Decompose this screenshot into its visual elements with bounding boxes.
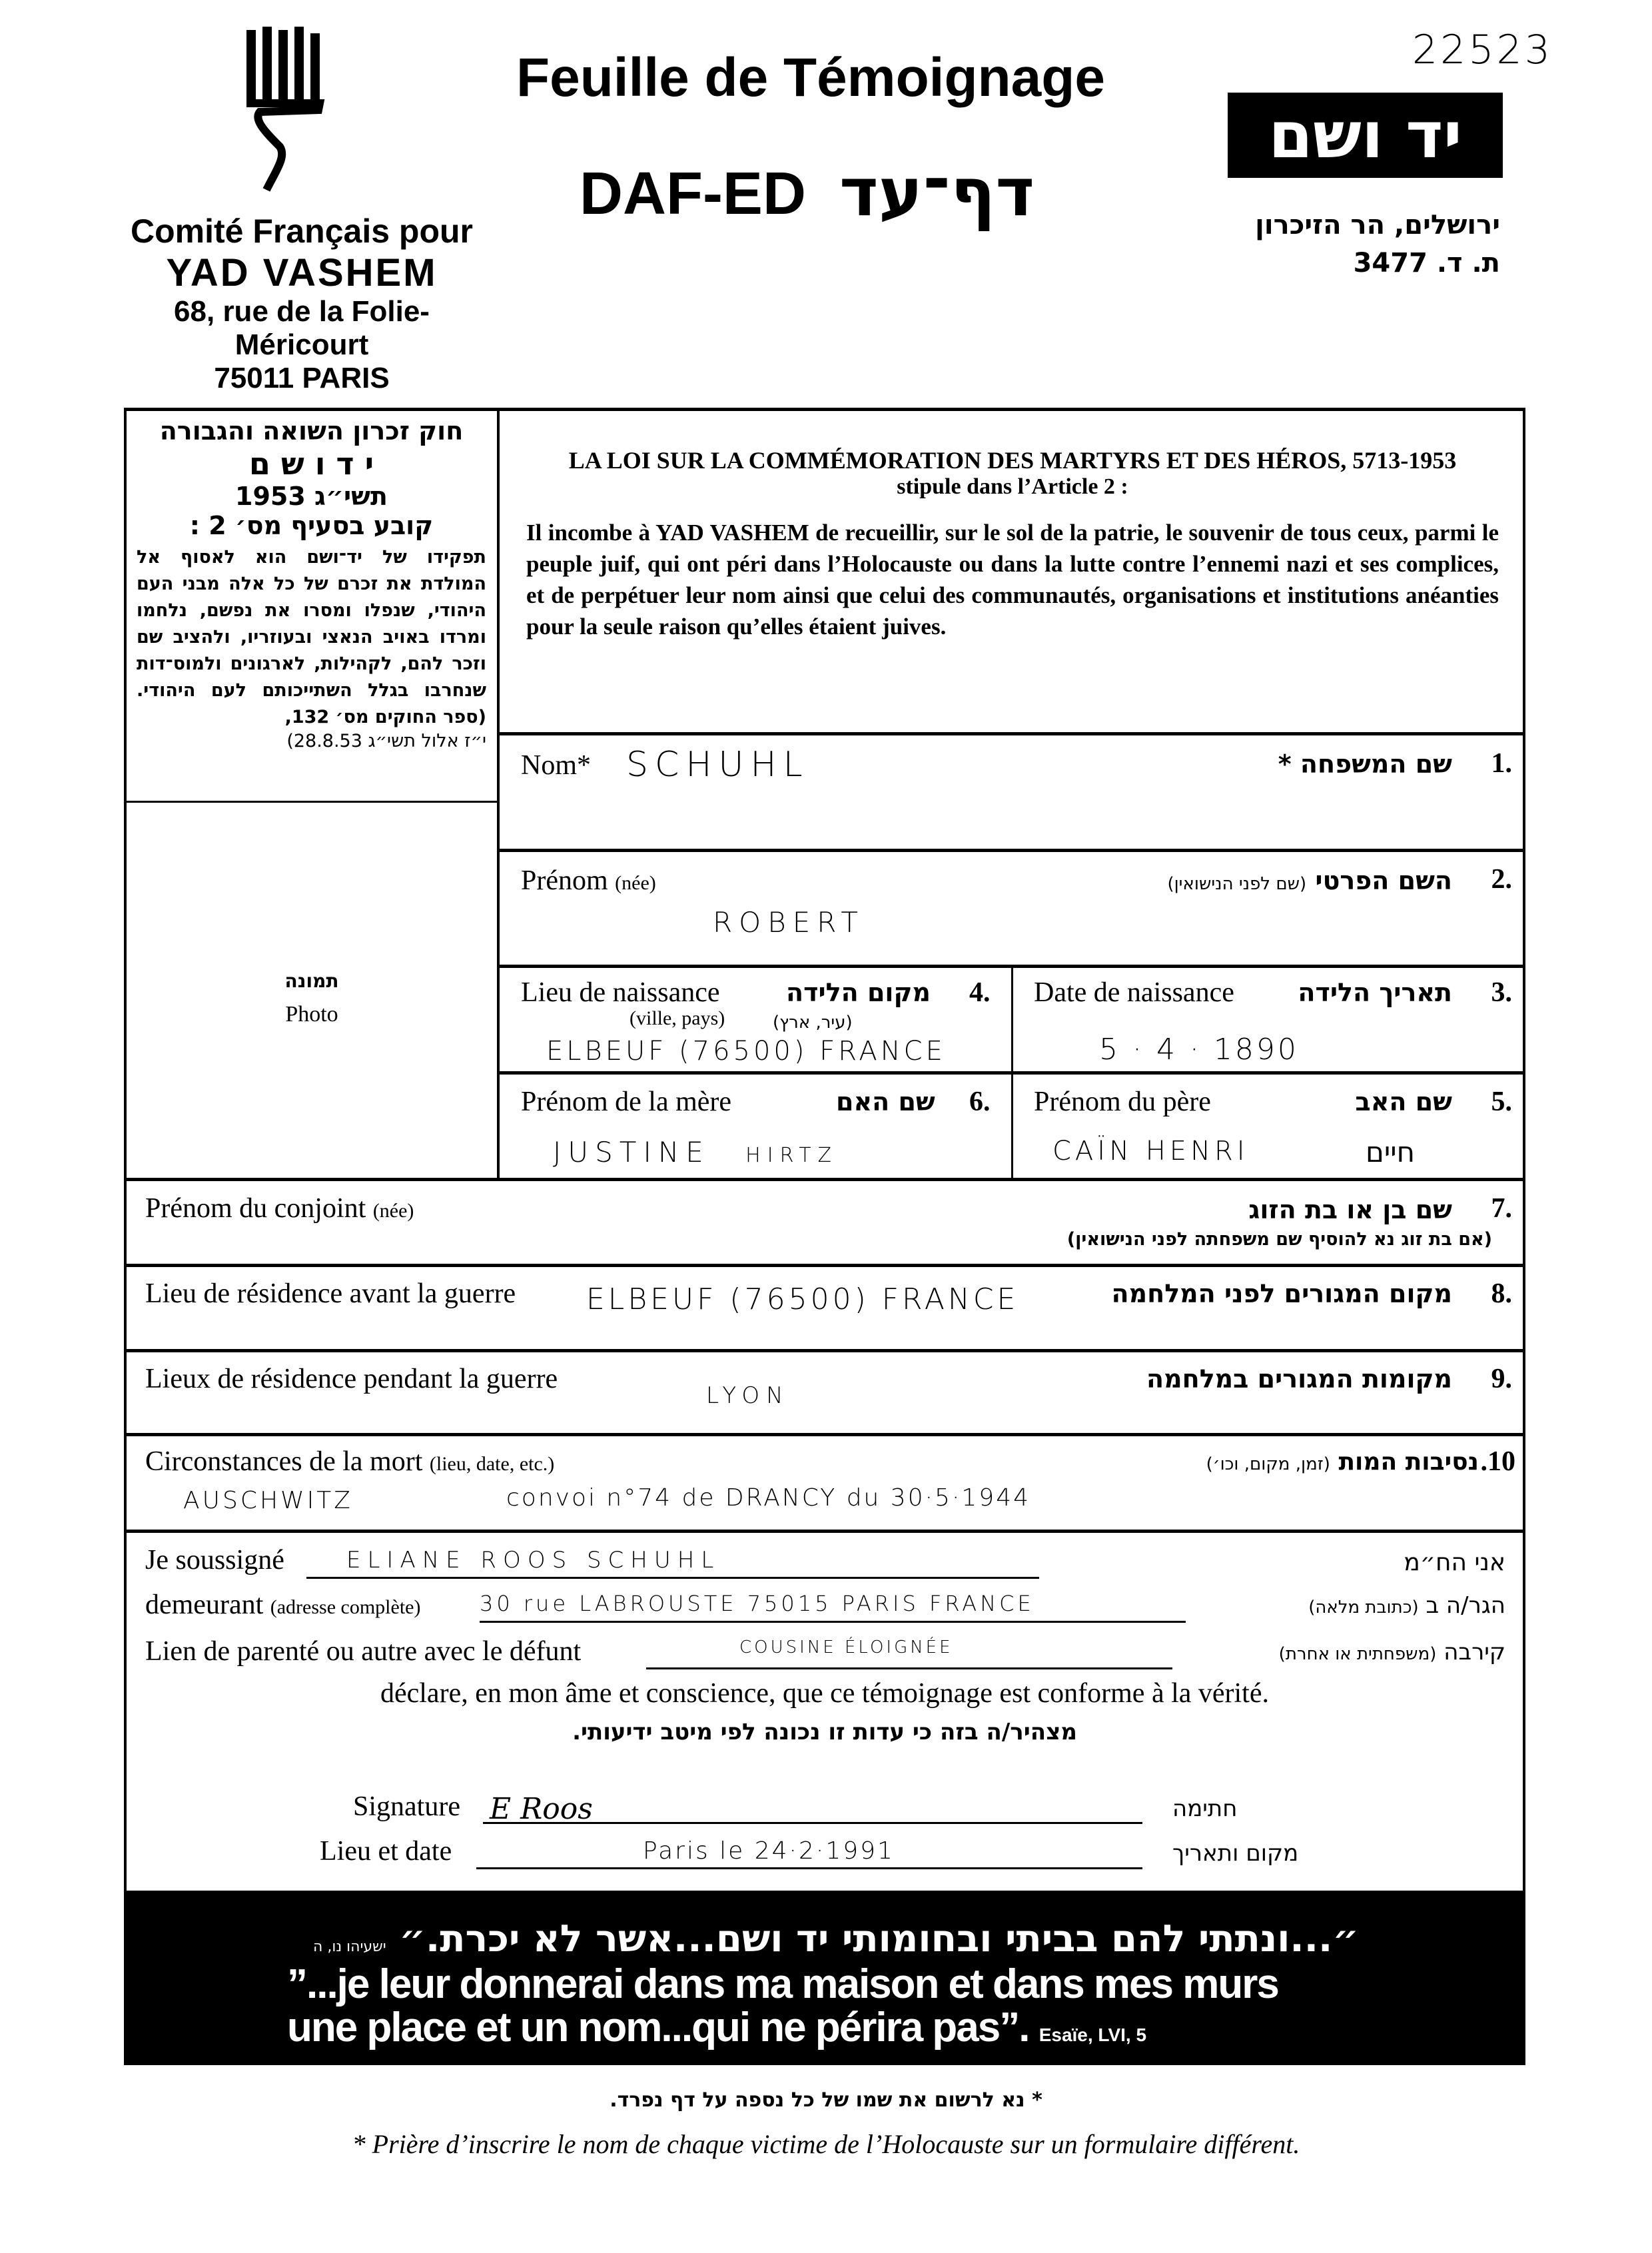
field-9-label: Lieux de résidence pendant la guerre <box>145 1364 558 1394</box>
address-hebrew-1: ירושלים, הר הזיכרון <box>1255 210 1500 240</box>
field-1-number: 1. <box>1491 748 1512 779</box>
field-8-label-hebrew: מקום המגורים לפני המלחמה <box>1111 1279 1452 1308</box>
address-hebrew-2: ת. ד. 3477 <box>1353 248 1500 278</box>
archive-number: 22523 <box>1412 27 1553 73</box>
demeurant-hebrew-text: הגר/ה ב <box>1426 1592 1505 1619</box>
place-date-hebrew: מקום ותאריך <box>1172 1840 1299 1867</box>
field-6-value-extra: HIRTZ <box>745 1144 839 1167</box>
lien-value: COUSINE ÉLOIGNÉE <box>739 1637 953 1657</box>
lien-hebrew <box>1279 1639 1505 1665</box>
soussigne-value: ELIANE ROOS SCHUHL <box>346 1547 721 1574</box>
banner-french-line1: ”...je leur donnerai dans ma maison et dans mes murs <box>287 1961 1278 2007</box>
soussigne-line[interactable] <box>306 1547 1039 1579</box>
law-french-title: LA LOI SUR LA COMMÉMORATION DES MARTYRS ET DES HÉROS, 5713-1953 <box>568 447 1457 474</box>
menorah-logo <box>240 27 360 193</box>
yad-vashem-logo-text: יד ושם <box>1268 98 1462 173</box>
org-city: 75011 PARIS <box>214 362 390 394</box>
field-7-label-hebrew: שם בן או בת הזוג <box>1248 1195 1452 1224</box>
banner-french-line2-text: une place et un nom...qui ne périra pas”. <box>287 2005 1029 2050</box>
field-4-label: Lieu de naissance <box>521 977 720 1008</box>
field-6-value-main: JUSTINE <box>553 1136 710 1168</box>
field-5-value[interactable]: CAÏN HENRI <box>1052 1136 1249 1166</box>
banner-hebrew-quote-text: ״...ונתתי להם בביתי ובחומותי יד ושם...אשר לא יכרת.״ <box>399 1917 1359 1961</box>
field-7-number: 7. <box>1491 1193 1512 1224</box>
signature-value: E Roos <box>490 1792 593 1826</box>
field-6-number: 6. <box>969 1087 991 1117</box>
org-block <box>125 212 478 395</box>
photo-label: Photo <box>285 1002 338 1027</box>
law-french-body: Il incombe à YAD VASHEM de recueillir, sur le sol de la patrie, le souvenir de tous ceux, parmi le peuple juif, qui ont péri dans l’Holocauste ou dans la lutte contre l’ennemi nazi et ses complices, et de perpétuer leur nom ainsi que celui des communautés, organisations et institutions anéanties pour la seule raison qu’elles étaient juives. <box>526 520 1499 640</box>
field-10-hebrew-text: נסיבות המות <box>1338 1448 1479 1476</box>
field-7-label-text: Prénom du conjoint <box>145 1193 366 1224</box>
field-3-label: Date de naissance <box>1034 977 1234 1008</box>
field-2-hebrew-note: (שם לפני הנישואין) <box>1167 874 1307 894</box>
declaration-statement-hebrew: מצהיר/ה בזה כי עדות זו נכונה לפי מיטב ידיעותי. <box>572 1719 1077 1745</box>
soussigne-label: Je soussigné <box>145 1545 284 1576</box>
field-5-label: Prénom du père <box>1034 1087 1211 1117</box>
field-10-label-text: Circonstances de la mort <box>145 1446 423 1477</box>
demeurant-line[interactable] <box>480 1591 1186 1623</box>
form-title: Feuille de Témoignage <box>516 47 1105 108</box>
field-4-hebrew-note: (עיר, ארץ) <box>773 1013 853 1033</box>
law-hebrew-yad-vashem: י ד ו ש ם <box>248 446 374 482</box>
photo-area[interactable] <box>127 803 497 1178</box>
signature-line[interactable] <box>483 1792 1142 1824</box>
demeurant-hebrew-note: (כתובת מלאה) <box>1308 1597 1419 1617</box>
field-10-value-detail[interactable]: convoi n°74 de DRANCY du 30·5·1944 <box>506 1484 1031 1512</box>
field-3-number: 3. <box>1491 977 1512 1008</box>
field-9-number: 9. <box>1491 1364 1512 1394</box>
field-7-hebrew-note: (אם בת זוג נא להוסיף שם משפחתה לפני הנישואין) <box>1066 1229 1492 1250</box>
law-hebrew-citation: י״ז אלול תשי״ג 28.8.53) <box>286 731 486 751</box>
field-6-label: Prénom de la mère <box>521 1087 732 1117</box>
declaration-statement: déclare, en mon âme et conscience, que ce témoignage est conforme à la vérité. <box>380 1678 1269 1709</box>
footnote-french: * Prière d’inscrire le nom de chaque victime de l’Holocauste sur un formulaire différent. <box>352 2129 1300 2159</box>
law-hebrew-body: תפקידו של יד־ושם הוא לאסוף אל המולדת את זכרם של כל אלה מבני העם היהודי, שנפלו ומסרו את נפשם, נלחמו ומרדו באויב הנאצי ובעוזריו, ולהציב שם וזכר להם, לקהילות, לארגונים ולמוס־דות שנחרבו בגלל השתייכותם לעם היהודי. (ספר החוקים מס׳ 132, <box>137 547 486 727</box>
law-hebrew-year: תשי״ג 1953 <box>235 482 388 511</box>
field-5-number: 5. <box>1491 1087 1512 1117</box>
form-subtitle-hebrew: דף־עד <box>839 153 1035 231</box>
field-1-label-hebrew: שם המשפחה * <box>1278 749 1452 779</box>
field-2-label-hebrew <box>1167 866 1452 895</box>
field-8-value[interactable]: ELBEUF (76500) FRANCE <box>586 1282 1019 1316</box>
quote-banner <box>124 1891 1525 2065</box>
field-9-label-hebrew: מקומות המגורים במלחמה <box>1146 1364 1452 1394</box>
field-2-label-text: Prénom <box>521 865 608 896</box>
law-hebrew-block <box>137 416 486 751</box>
field-2-hebrew-text: השם הפרטי <box>1315 866 1452 895</box>
field-5-value-hebrew[interactable]: חיים <box>1366 1136 1416 1168</box>
field-4-label-note: (ville, pays) <box>629 1007 725 1029</box>
yad-vashem-logo-box <box>1228 93 1503 178</box>
field-2-number: 2. <box>1491 864 1512 895</box>
field-5-label-hebrew: שם האב <box>1355 1087 1452 1117</box>
field-10-hebrew-note: (זמן, מקום, וכו׳) <box>1206 1454 1330 1474</box>
photo-label-hebrew: תמונה <box>284 970 339 992</box>
lien-label: Lien de parenté ou autre avec le défunt <box>145 1636 582 1667</box>
banner-french-line2 <box>287 2004 1146 2051</box>
signature-hebrew: חתימה <box>1172 1795 1238 1822</box>
signature-label: Signature <box>353 1791 460 1822</box>
field-2-value[interactable]: ROBERT <box>713 906 865 939</box>
menorah-hand-icon <box>240 27 360 193</box>
field-6-label-hebrew: שם האם <box>836 1087 935 1117</box>
field-3-value[interactable]: 5 · 4 · 1890 <box>1099 1033 1299 1067</box>
field-9-value[interactable]: LYON <box>706 1382 790 1409</box>
field-6-value[interactable] <box>553 1136 838 1168</box>
banner-hebrew-quote <box>313 1917 1359 1961</box>
field-10-label-note: (lieu, date, etc.) <box>429 1453 555 1475</box>
banner-french-ref: Esaïe, LVI, 5 <box>1038 2025 1147 2045</box>
soussigne-hebrew: אני הח״מ <box>1404 1549 1505 1576</box>
lien-hebrew-text: קירבה <box>1444 1639 1505 1665</box>
field-10-label-hebrew <box>1206 1448 1479 1476</box>
field-2-label <box>521 865 656 897</box>
demeurant-label-text: demeurant <box>145 1589 264 1620</box>
field-4-value[interactable]: ELBEUF (76500) FRANCE <box>546 1036 946 1067</box>
org-address: 68, rue de la Folie-Méricourt <box>174 295 430 361</box>
banner-hebrew-ref: ישעיהו נו, ה <box>312 1939 386 1955</box>
field-8-label: Lieu de résidence avant la guerre <box>145 1278 516 1309</box>
footnote-hebrew: * נא לרשום את שמו של כל נספה על דף נפרד. <box>610 2088 1042 2112</box>
demeurant-label <box>145 1589 420 1621</box>
field-10-number: .10 <box>1480 1446 1515 1477</box>
field-7-label <box>145 1192 414 1224</box>
field-8-number: 8. <box>1491 1278 1512 1309</box>
law-french-block <box>526 446 1499 642</box>
field-7-label-note: (née) <box>372 1200 414 1222</box>
place-date-label: Lieu et date <box>320 1836 452 1867</box>
demeurant-note: (adresse complète) <box>270 1596 421 1618</box>
form-subtitle-latin: DAF-ED <box>580 161 806 227</box>
demeurant-value: 30 rue LABROUSTE 75015 PARIS FRANCE <box>480 1591 1034 1616</box>
law-french-subtitle: stipule dans l’Article 2 : <box>897 474 1128 499</box>
org-line1: Comité Français pour <box>131 213 473 250</box>
org-name: YAD VASHEM <box>166 251 438 294</box>
field-1-value[interactable]: SCHUHL <box>626 745 809 785</box>
law-hebrew-title: חוק זכרון השואה והגבורה <box>159 416 464 446</box>
field-10-value-place[interactable]: AUSCHWITZ <box>183 1487 353 1514</box>
lien-line[interactable] <box>646 1637 1172 1669</box>
field-3-label-hebrew: תאריך הלידה <box>1298 978 1452 1007</box>
field-10-label <box>145 1446 554 1478</box>
place-date-value: Paris le 24·2·1991 <box>643 1837 895 1865</box>
place-date-line[interactable] <box>476 1837 1142 1869</box>
field-4-label-hebrew: מקום הלידה <box>786 978 931 1007</box>
field-1-label: Nom* <box>521 750 591 781</box>
lien-hebrew-note: (משפחתית או אחרת) <box>1278 1644 1437 1664</box>
demeurant-hebrew <box>1308 1592 1505 1619</box>
field-2-label-note: (née) <box>615 872 656 894</box>
law-hebrew-article: קובע בסעיף מס׳ 2 : <box>189 511 434 540</box>
field-4-number: 4. <box>969 977 991 1008</box>
